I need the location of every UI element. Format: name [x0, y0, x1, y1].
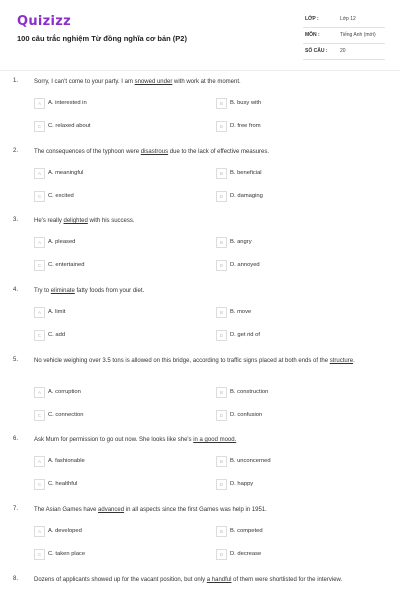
question-text-part: Dozens of applicants showed up for the vacant position, but only	[34, 577, 207, 583]
answer-option-c[interactable]	[34, 260, 84, 271]
option-letter-box[interactable]: A	[34, 387, 45, 398]
underlined-phrase: delighted	[63, 218, 88, 224]
option-text: D. free from	[230, 123, 261, 129]
answer-option-b[interactable]	[216, 456, 271, 467]
meta-label: MÔN :	[305, 32, 320, 38]
answer-option-a[interactable]	[34, 307, 65, 318]
answer-option-b[interactable]	[216, 237, 252, 248]
option-text: B. construction	[230, 389, 269, 395]
answer-option-a[interactable]	[34, 237, 75, 248]
answer-option-a[interactable]	[34, 456, 85, 467]
answer-option-c[interactable]	[34, 330, 65, 341]
answer-option-c[interactable]	[34, 410, 83, 421]
option-letter-box[interactable]: A	[34, 237, 45, 248]
question-item	[0, 148, 400, 217]
option-text: A. limit	[48, 309, 66, 315]
question-text-part: Sorry, I can't come to your party. I am	[34, 79, 135, 85]
underlined-phrase: a handful	[206, 577, 232, 583]
answer-option-b[interactable]	[216, 168, 262, 179]
underlined-phrase: structure	[329, 358, 354, 364]
answer-option-a[interactable]	[34, 387, 81, 398]
option-text: A. pleased	[48, 239, 76, 245]
option-letter-box[interactable]: A	[34, 98, 45, 109]
option-text: D. damaging	[230, 193, 263, 199]
option-text: A. corruption	[48, 389, 81, 395]
question-text-part: Try to	[34, 288, 51, 294]
option-letter-box[interactable]: D	[216, 191, 227, 202]
meta-row-subject	[303, 28, 385, 44]
option-text: B. angry	[230, 239, 252, 245]
answer-option-d[interactable]	[216, 260, 260, 271]
answer-option-c[interactable]	[34, 479, 77, 490]
question-text-part: due to the lack of effective measures.	[168, 149, 270, 155]
worksheet-title: 100 câu trắc nghiệm Từ đồng nghĩa cơ bản (P2)	[17, 34, 187, 43]
meta-row-count	[303, 44, 385, 60]
question-text-part: No vehicle weighing over 3.5 tons is allowed on this bridge, according to traffic signs placed at both ends of the	[34, 358, 330, 364]
option-letter-box[interactable]: D	[216, 549, 227, 560]
answer-option-a[interactable]	[34, 98, 87, 109]
meta-label: LỚP :	[305, 16, 319, 22]
option-text: D. confusion	[230, 412, 263, 418]
option-text: A. meaningful	[48, 170, 84, 176]
question-number: 8.	[13, 576, 19, 582]
option-text: A. fashionable	[48, 458, 85, 464]
option-letter-box[interactable]: C	[34, 410, 45, 421]
question-item	[0, 576, 400, 606]
option-text: C. add	[48, 332, 66, 338]
option-text: B. unconcerned	[230, 458, 271, 464]
question-item	[0, 357, 400, 436]
question-number: 7.	[13, 506, 19, 512]
option-text: D. annoyed	[230, 262, 260, 268]
question-text	[34, 217, 379, 226]
option-letter-box[interactable]: B	[216, 526, 227, 537]
option-letter-box[interactable]: A	[34, 526, 45, 537]
option-text: C. excited	[48, 193, 74, 199]
option-letter-box[interactable]: A	[34, 307, 45, 318]
underlined-phrase: snowed under	[134, 79, 173, 85]
question-text-part: with his success.	[87, 218, 135, 224]
option-text: C. connection	[48, 412, 84, 418]
underlined-phrase: disastrous	[140, 149, 169, 155]
option-text: B. move	[230, 309, 252, 315]
option-text: A. interested in	[48, 100, 87, 106]
question-number: 1.	[13, 78, 19, 84]
option-text: B. beneficial	[230, 170, 262, 176]
question-number: 6.	[13, 436, 19, 442]
question-text-part: The Asian Games have	[34, 507, 99, 513]
question-text-part: .	[353, 358, 355, 364]
option-text: B. busy with	[230, 100, 262, 106]
option-letter-box[interactable]: C	[34, 191, 45, 202]
answer-option-a[interactable]	[34, 526, 82, 537]
option-text: C. taken place	[48, 551, 86, 557]
question-text-part: with work at the moment.	[172, 79, 241, 85]
question-text	[34, 576, 379, 585]
option-letter-box[interactable]: C	[34, 479, 45, 490]
meta-label: SỐ CÂU :	[305, 48, 328, 54]
answer-option-d[interactable]	[216, 410, 262, 421]
quizizz-logo: Quizizz	[17, 14, 72, 29]
meta-row-class	[303, 12, 385, 28]
question-item	[0, 217, 400, 287]
question-number: 4.	[13, 287, 19, 293]
meta-value: Tiếng Anh (mới)	[340, 32, 376, 38]
answer-option-d[interactable]	[216, 191, 263, 202]
option-letter-box[interactable]: C	[34, 121, 45, 132]
option-letter-box[interactable]: A	[34, 456, 45, 467]
answer-option-a[interactable]	[34, 168, 83, 179]
question-text	[34, 357, 379, 366]
question-text-part: The consequences of the typhoon were	[34, 149, 141, 155]
question-item	[0, 506, 400, 576]
option-letter-box[interactable]: B	[216, 237, 227, 248]
underlined-phrase: in a good mood.	[193, 437, 237, 443]
answer-option-b[interactable]	[216, 526, 263, 537]
question-text	[34, 287, 379, 296]
answer-option-d[interactable]	[216, 121, 261, 132]
question-item	[0, 78, 400, 148]
option-text: C. entertained	[48, 262, 85, 268]
option-letter-box[interactable]: D	[216, 260, 227, 271]
option-letter-box[interactable]: D	[216, 479, 227, 490]
question-text-part: fatty foods from your diet.	[74, 288, 145, 294]
answer-option-d[interactable]	[216, 479, 253, 490]
option-letter-box[interactable]: A	[34, 168, 45, 179]
option-letter-box[interactable]: B	[216, 168, 227, 179]
answer-option-d[interactable]	[216, 549, 261, 560]
underlined-phrase: eliminate	[50, 288, 75, 294]
option-letter-box[interactable]: B	[216, 307, 227, 318]
option-text: D. get rid of	[230, 332, 260, 338]
question-number: 3.	[13, 217, 19, 223]
worksheet-header	[0, 0, 400, 70]
option-text: A. developed	[48, 528, 82, 534]
option-letter-box[interactable]: C	[34, 330, 45, 341]
meta-value: 20	[340, 48, 346, 54]
option-text: C. healthful	[48, 481, 78, 487]
option-text: D. decrease	[230, 551, 262, 557]
question-number: 2.	[13, 148, 19, 154]
question-text-part: in all aspects since the first Games was help in 1951.	[124, 507, 267, 513]
option-text: B. competed	[230, 528, 263, 534]
question-number: 5.	[13, 357, 19, 363]
option-letter-box[interactable]: B	[216, 98, 227, 109]
header-divider	[0, 70, 400, 71]
option-letter-box[interactable]: D	[216, 410, 227, 421]
question-text	[34, 78, 379, 87]
option-letter-box[interactable]: C	[34, 549, 45, 560]
question-text	[34, 506, 379, 515]
answer-option-c[interactable]	[34, 191, 74, 202]
answer-option-d[interactable]	[216, 330, 260, 341]
option-letter-box[interactable]: D	[216, 330, 227, 341]
question-text-part: of them were shortlisted for the interview.	[231, 577, 343, 583]
option-letter-box[interactable]: B	[216, 387, 227, 398]
option-letter-box[interactable]: C	[34, 260, 45, 271]
question-item	[0, 436, 400, 506]
question-text-part: Ask Mum for permission to go out now. She looks like she's	[34, 437, 194, 443]
underlined-phrase: advanced	[98, 507, 125, 513]
answer-option-c[interactable]	[34, 549, 85, 560]
question-text-part: He's really	[34, 218, 64, 224]
option-text: D. happy	[230, 481, 254, 487]
meta-value: Lớp 12	[340, 16, 356, 22]
option-text: C. relaxed about	[48, 123, 91, 129]
question-text	[34, 436, 379, 445]
question-item	[0, 287, 400, 357]
option-letter-box[interactable]: B	[216, 456, 227, 467]
option-letter-box[interactable]: D	[216, 121, 227, 132]
answer-option-b[interactable]	[216, 98, 261, 109]
worksheet-meta	[303, 12, 385, 60]
answer-option-c[interactable]	[34, 121, 91, 132]
answer-option-b[interactable]	[216, 307, 251, 318]
question-text	[34, 148, 379, 157]
answer-option-b[interactable]	[216, 387, 268, 398]
